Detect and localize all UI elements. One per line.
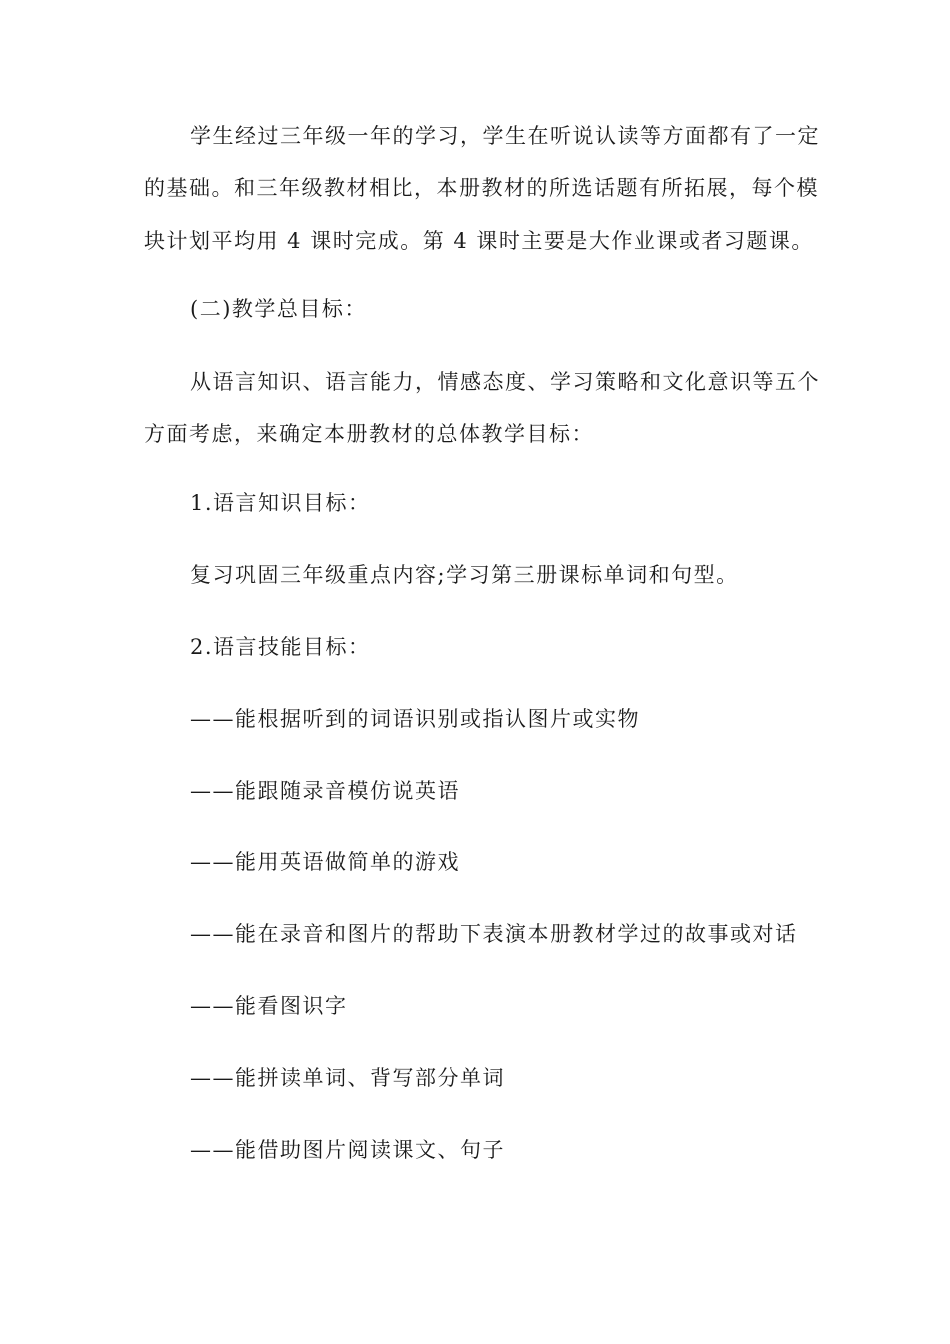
section-heading: (二)教学总目标： xyxy=(190,297,367,321)
paragraph-line: 的基础。和三年级教材相比，本册教材的所选话题有所拓展，每个模 xyxy=(144,176,819,200)
paragraph-line: 从语言知识、语言能力，情感态度、学习策略和文化意识等五个 xyxy=(190,370,820,394)
list-item: ——能拼读单词、背写部分单词 xyxy=(190,1066,505,1090)
list-item: ——能根据听到的词语识别或指认图片或实物 xyxy=(190,707,640,731)
paragraph-line: 复习巩固三年级重点内容;学习第三册课标单词和句型。 xyxy=(190,563,739,587)
paragraph-line: 方面考虑，来确定本册教材的总体教学目标： xyxy=(144,422,594,446)
list-item: ——能看图识字 xyxy=(190,994,348,1018)
list-item: ——能在录音和图片的帮助下表演本册教材学过的故事或对话 xyxy=(190,922,798,946)
list-item: ——能用英语做简单的游戏 xyxy=(190,850,460,874)
paragraph-line: 学生经过三年级一年的学习，学生在听说认读等方面都有了一定 xyxy=(190,124,820,148)
subsection-heading: 1.语言知识目标： xyxy=(190,491,371,515)
subsection-heading: 2.语言技能目标： xyxy=(190,635,371,659)
list-item: ——能跟随录音模仿说英语 xyxy=(190,779,460,803)
list-item: ——能借助图片阅读课文、句子 xyxy=(190,1138,505,1162)
paragraph-line: 块计划平均用 4 课时完成。第 4 课时主要是大作业课或者习题课。 xyxy=(144,229,814,253)
